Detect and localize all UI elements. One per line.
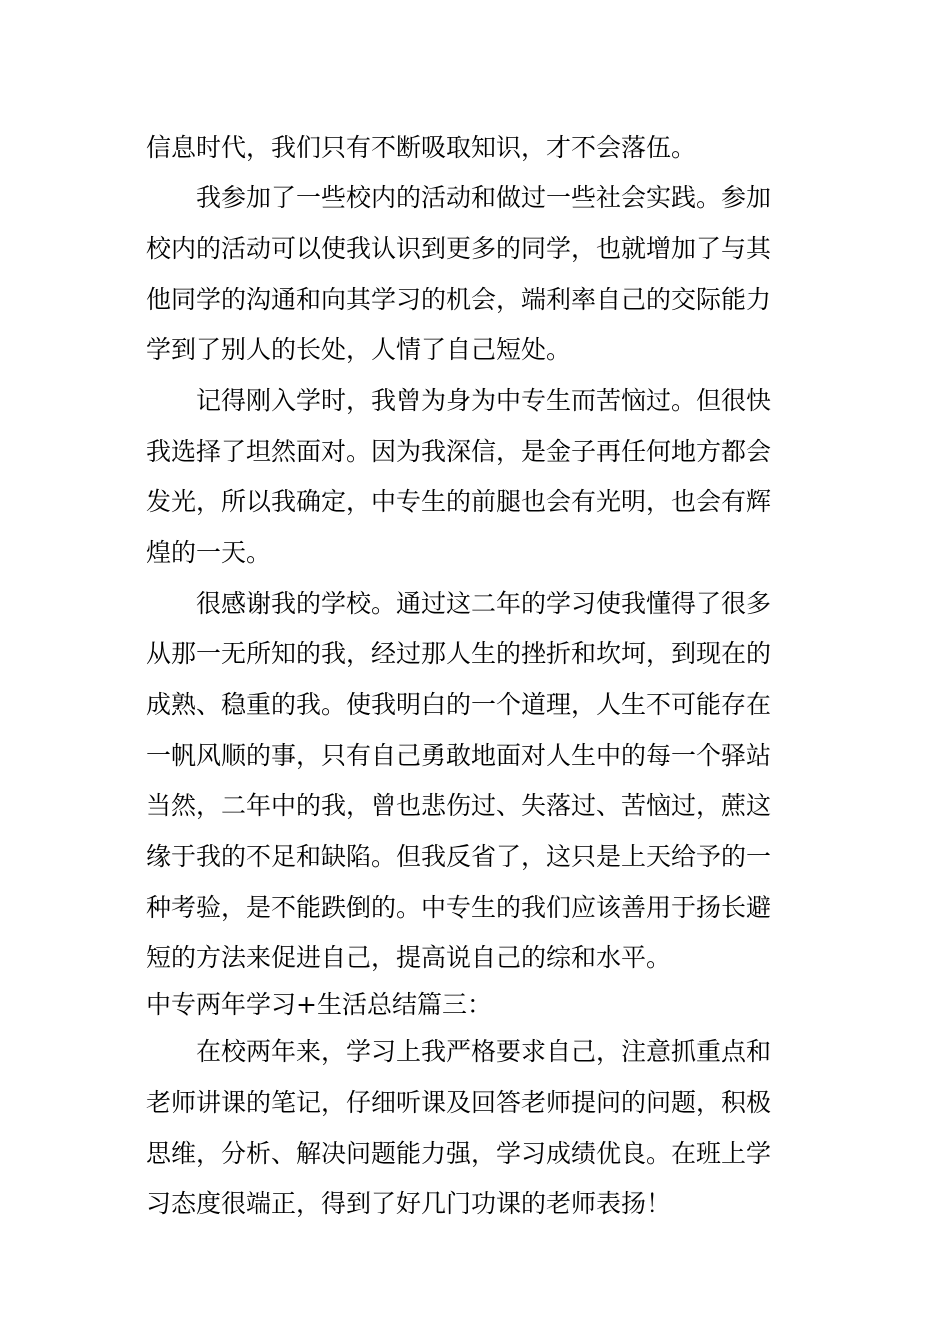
paragraph-line: 从那一无所知的我，经过那人生的挫折和坎坷，到现在的: [146, 639, 772, 668]
paragraph-line: 校内的活动可以使我认识到更多的同学，也就增加了与其: [146, 234, 772, 263]
paragraph-line: 他同学的沟通和向其学习的机会，端利率自己的交际能力: [146, 285, 772, 314]
paragraph-line: 一帆风顺的事，只有自己勇敢地面对人生中的每一个驿站: [146, 741, 772, 770]
paragraph-line: 学到了别人的长处，人情了自己短处。: [146, 335, 572, 364]
paragraph-line: 在校两年来，学习上我严格要求自己，注意抓重点和: [196, 1037, 772, 1066]
paragraph-line: 我选择了坦然面对。因为我深信，是金子再任何地方都会: [146, 437, 772, 466]
paragraph-line: 缘于我的不足和缺陷。但我反省了，这只是上天给予的一: [146, 842, 772, 871]
paragraph-line: 煌的一天。: [146, 538, 272, 567]
paragraph-line: 发光，所以我确定，中专生的前腿也会有光明，也会有辉: [146, 487, 772, 516]
paragraph-line: 种考验，是不能跌倒的。中专生的我们应该善用于扬长避: [146, 893, 772, 922]
paragraph-line: 成熟、稳重的我。使我明白的一个道理，人生不可能存在: [146, 690, 772, 719]
paragraph-line: 思维，分析、解决问题能力强，学习成绩优良。在班上学: [146, 1139, 772, 1168]
paragraph-line: 信息时代，我们只有不断吸取知识，才不会落伍。: [146, 133, 697, 162]
paragraph-line: 我参加了一些校内的活动和做过一些社会实践。参加: [196, 183, 772, 212]
paragraph-line: 短的方法来促进自己，提高说自己的综和水平。: [146, 943, 672, 972]
paragraph-line: 很感谢我的学校。通过这二年的学习使我懂得了很多: [196, 589, 772, 618]
section-heading: 中专两年学习+生活总结篇三：: [146, 990, 492, 1019]
paragraph-line: 当然，二年中的我，曾也悲伤过、失落过、苦恼过，蔗这: [146, 791, 772, 820]
paragraph-line: 老师讲课的笔记，仔细听课及回答老师提问的问题，积极: [146, 1088, 772, 1117]
paragraph-line: 习态度很端正，得到了好几门功课的老师表扬！: [146, 1189, 672, 1218]
paragraph-line: 记得刚入学时，我曾为身为中专生而苦恼过。但很快: [196, 386, 772, 415]
